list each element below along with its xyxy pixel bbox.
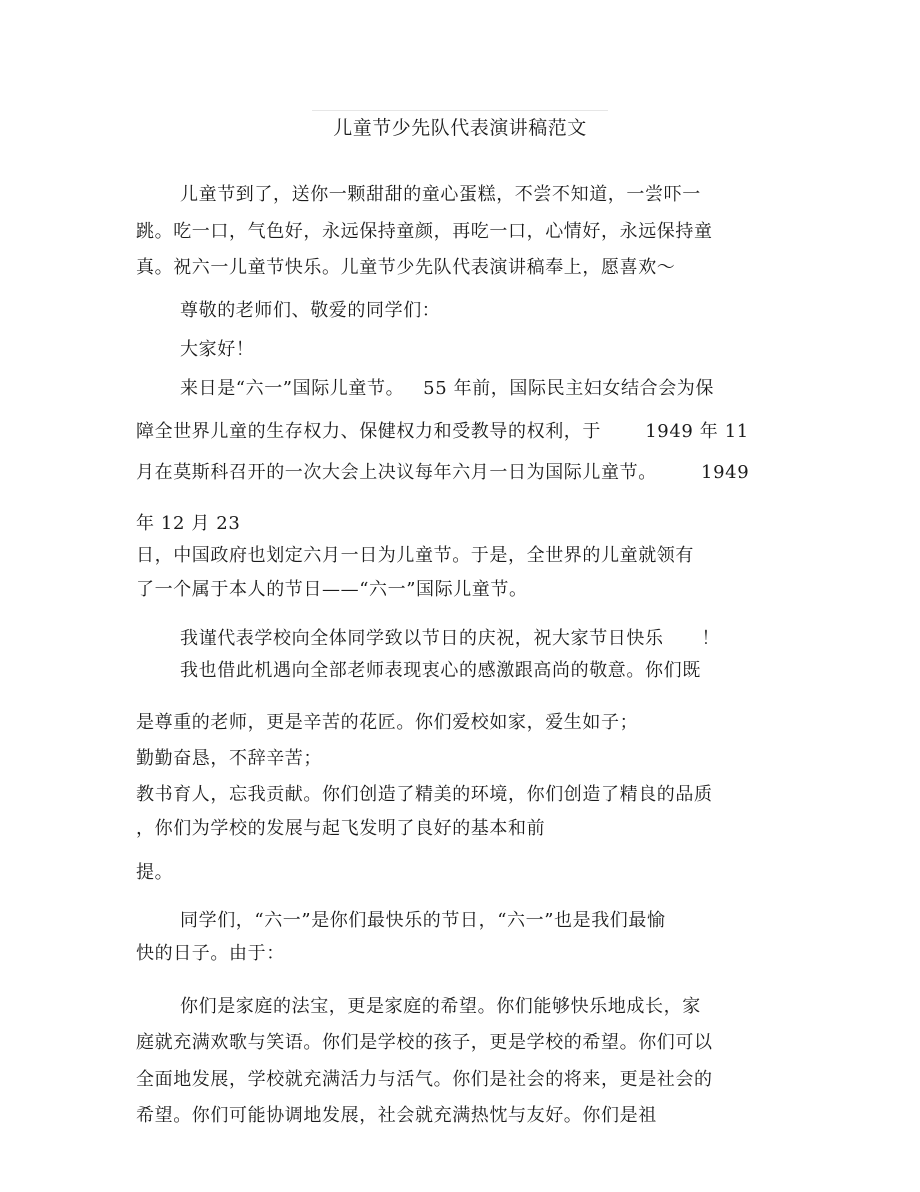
- text-line: 全面地发展，学校就充满活力与活气。你们是社会的将来，更是社会的: [136, 1069, 713, 1090]
- text-line: 日，中国政府也划定六月一日为儿童节。于是，全世界的儿童就领有: [136, 545, 694, 566]
- text-line: 我谨代表学校向全体同学致以节日的庆祝，祝大家节日快乐 ！: [180, 628, 721, 649]
- text-line: 跳。吃一口，气色好，永远保持童颜，再吃一口，心情好，永远保持童: [136, 221, 713, 242]
- text-line: 真。祝六一儿童节快乐。儿童节少先队代表演讲稿奉上，愿喜欢～: [136, 257, 676, 278]
- header-rule: [312, 110, 608, 111]
- text-line: ，你们为学校的发展与起飞发明了良好的基本和前: [136, 818, 546, 839]
- text-line: 障全世界儿童的生存权力、保健权力和受教导的权利，于 1949 年 11: [136, 421, 749, 442]
- text-line: 大家好！: [180, 339, 255, 360]
- text-line: 是尊重的老师，更是辛苦的花匠。你们爱校如家，爱生如子；: [136, 712, 639, 733]
- text-line: 教书育人，忘我贡献。你们创造了精美的环境，你们创造了精良的品质: [136, 784, 713, 805]
- text-line: 勤勤奋恳，不辞辛苦；: [136, 748, 322, 769]
- text-line: 我也借此机遇向全部老师表现衷心的感激跟高尚的敬意。你们既: [180, 660, 701, 681]
- text-line: 儿童节到了，送你一颗甜甜的童心蛋糕，不尝不知道，一尝吓一: [180, 184, 701, 205]
- text-line: 提。: [136, 862, 174, 883]
- text-line: 尊敬的老师们、敬爱的同学们：: [180, 300, 441, 321]
- text-line: 快的日子。由于：: [136, 943, 285, 964]
- text-line: 了一个属于本人的节日——“六一”国际儿童节。: [136, 579, 528, 600]
- text-line: 庭就充满欢歌与笑语。你们是学校的孩子，更是学校的希望。你们可以: [136, 1032, 713, 1053]
- document-title: 儿童节少先队代表演讲稿范文: [333, 117, 587, 139]
- text-line: 你们是家庭的法宝，更是家庭的希望。你们能够快乐地成长，家: [180, 996, 701, 1017]
- text-line: 年 12 月 23: [136, 513, 241, 534]
- text-line: 来日是“六一”国际儿童节。 55 年前，国际民主妇女结合会为保: [180, 378, 714, 399]
- text-line: 希望。你们可能协调地发展，社会就充满热忱与友好。你们是祖: [136, 1105, 657, 1126]
- text-line: 同学们，“六一”是你们最快乐的节日，“六一”也是我们最愉: [180, 910, 666, 931]
- text-line: 月在莫斯科召开的一次大会上决议每年六月一日为国际儿童节。 1949: [136, 462, 750, 483]
